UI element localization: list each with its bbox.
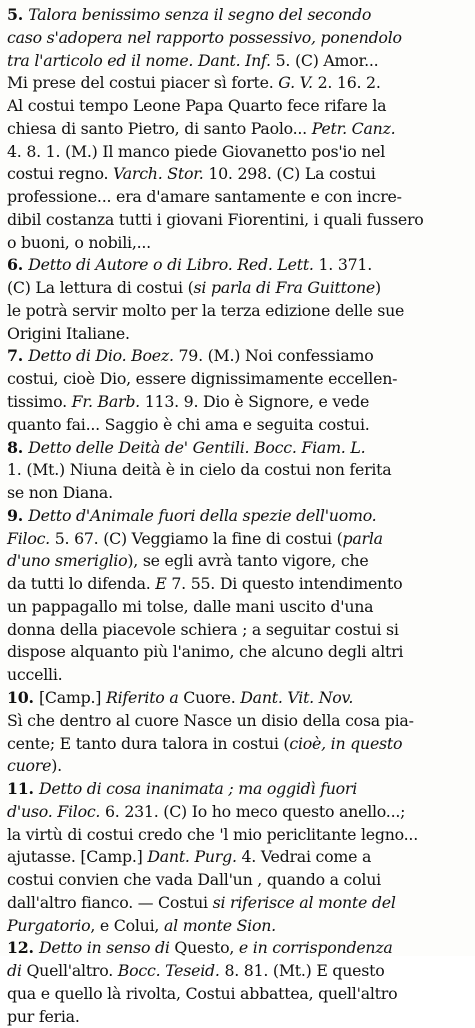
text-line	[7, 186, 467, 209]
text-segment: Origini Italiane.	[7, 323, 130, 343]
text-line	[7, 755, 467, 778]
italic-text: Detto di cosa inanimata ; ma oggidì fuori	[38, 779, 357, 799]
text-segment: dall'altro fianco. — Costui	[7, 892, 213, 912]
italic-text: parla	[342, 528, 383, 548]
text-segment: o buoni, o nobili,...	[7, 232, 151, 252]
text-line	[7, 710, 467, 733]
text-line	[7, 300, 467, 323]
text-line	[7, 232, 467, 255]
sense-number: 5.	[7, 5, 29, 24]
text-line	[7, 27, 467, 50]
text-line	[7, 664, 467, 687]
text-line	[7, 983, 467, 1006]
text-line	[7, 209, 467, 232]
text-line	[7, 437, 467, 460]
text-segment: chiesa di santo Pietro, di santo Paolo...	[7, 118, 312, 138]
text-line	[7, 801, 467, 824]
text-segment: uccelli.	[7, 665, 63, 685]
italic-text: tra l'articolo ed il nome. Dant. Inf.	[7, 50, 271, 70]
text-segment: da tutti lo difenda.	[7, 574, 156, 594]
italic-text: Filoc.	[7, 528, 50, 548]
text-segment: dispose alquanto più l'animo, che alcuno degli altri	[7, 642, 404, 662]
text-segment: ).	[51, 756, 62, 776]
italic-text: Fr. Barb.	[71, 392, 140, 412]
text-segment: 8. 81. (Mt.) E questo	[219, 961, 385, 981]
italic-text: Detto in senso di	[38, 938, 170, 958]
italic-text: Varch. Stor.	[113, 164, 204, 184]
text-line	[7, 163, 467, 186]
italic-text: Detto delle Deità de' Gentili. Bocc. Fiam. L.	[28, 437, 366, 457]
italic-text: al monte Sion.	[163, 915, 276, 935]
text-segment: 1. 371.	[313, 255, 372, 275]
text-segment: 1. (Mt.) Niuna deità è in cielo da costui non ferita	[7, 460, 392, 480]
text-segment: ajutasse. [Camp.]	[7, 847, 148, 867]
italic-text: G. V.	[278, 73, 313, 93]
text-line	[7, 1006, 467, 1028]
italic-text: Dant. Purg.	[147, 847, 237, 867]
text-line	[7, 345, 467, 368]
text-line	[7, 414, 467, 437]
text-line	[7, 505, 467, 528]
text-column	[7, 4, 467, 1028]
text-line	[7, 72, 467, 95]
italic-text: d'uno smeriglio	[7, 551, 128, 571]
text-segment: le potrà servir molto per la terza edizione delle sue	[7, 300, 405, 320]
text-line	[7, 254, 467, 277]
text-line	[7, 846, 467, 869]
text-segment: (C) La lettura di costui (	[7, 278, 194, 298]
text-segment: professione... era d'amare santamente e con incre-	[7, 187, 402, 207]
text-segment: [Camp.]	[38, 687, 106, 707]
text-line	[7, 95, 467, 118]
text-segment: costui convien che vada Dall'un , quando a colui	[7, 870, 381, 890]
text-segment: Questo,	[169, 938, 239, 958]
text-segment: 2. 16. 2.	[312, 73, 381, 93]
text-line	[7, 528, 467, 551]
text-segment: 79. (M.) Noi confessiamo	[173, 346, 374, 366]
text-segment: Cuore.	[178, 687, 241, 707]
text-line	[7, 141, 467, 164]
italic-text: d'uso. Filoc.	[7, 801, 101, 821]
text-segment: tissimo.	[7, 392, 72, 412]
text-line	[7, 619, 467, 642]
sense-number: 10.	[7, 687, 39, 707]
sense-number: 9.	[7, 505, 29, 525]
text-segment: dibil costanza tutti i giovani Fiorentini, i quali fussero	[7, 209, 424, 229]
italic-text: Riferito a	[105, 687, 179, 707]
text-line	[7, 869, 467, 892]
text-line	[7, 482, 467, 505]
italic-text: Bocc. Teseid.	[117, 961, 220, 981]
text-segment: )	[375, 278, 381, 298]
text-line	[7, 641, 467, 664]
text-line	[7, 960, 467, 983]
text-segment: pur feria.	[7, 1006, 80, 1026]
italic-text: caso s'adopera nel rapporto possessivo, ponendolo	[7, 27, 402, 47]
text-line	[7, 778, 467, 801]
italic-text: Detto d'Animale fuori della spezie dell'uomo.	[28, 505, 377, 525]
text-segment: ), se egli avrà tanto vigore, che	[127, 551, 369, 571]
text-segment: 6. 231. (C) Io ho meco questo anello...;	[100, 801, 406, 821]
italic-text: Petr. Canz.	[311, 118, 396, 138]
text-segment: la virtù di costui credo che 'l mio periclitante legno...	[7, 824, 418, 844]
text-segment: qua e quello là rivolta, Costui abbattea, quell'altro	[7, 983, 398, 1003]
text-segment: 5. (C) Amor...	[270, 50, 379, 70]
text-segment: 5. 67. (C) Veggiamo la fine di costui (	[49, 528, 343, 548]
text-segment: se non Diana.	[7, 483, 113, 503]
text-segment: un pappagallo mi tolse, dalle mani uscito d'una	[7, 596, 374, 616]
italic-text: Talora benissimo senza il segno del secondo	[28, 5, 372, 24]
text-line	[7, 573, 467, 596]
text-segment: Al costui tempo Leone Papa Quarto fece rifare la	[7, 96, 387, 116]
text-line	[7, 824, 467, 847]
text-line	[7, 323, 467, 346]
italic-text: Dant. Vit. Nov.	[240, 687, 354, 707]
text-line	[7, 687, 467, 710]
text-line	[7, 937, 467, 960]
text-line	[7, 368, 467, 391]
text-line	[7, 459, 467, 482]
text-line	[7, 391, 467, 414]
sense-number: 7.	[7, 346, 29, 366]
sense-number: 11.	[7, 779, 39, 799]
text-segment: 7. 55. Di questo intendimento	[166, 574, 403, 594]
text-segment: Quell'altro.	[21, 961, 118, 981]
text-segment: costui, cioè Dio, essere dignissimamente eccellen-	[7, 369, 398, 389]
text-segment: Sì che dentro al cuore Nasce un disio della cosa pia-	[7, 710, 414, 730]
text-segment: 4. 8. 1. (M.) Il manco piede Giovanetto pos'io nel	[7, 141, 386, 161]
sense-number: 6.	[7, 255, 29, 275]
text-line	[7, 915, 467, 938]
text-segment: quanto fai... Saggio è chi ama e seguita costui.	[7, 414, 370, 434]
text-segment: donna della piacevole schiera ; a seguitar costui si	[7, 619, 399, 639]
text-line	[7, 892, 467, 915]
italic-text: E	[155, 574, 167, 594]
text-segment: cente; E tanto dura talora in costui (	[7, 733, 290, 753]
text-line	[7, 4, 467, 27]
text-segment: 113. 9. Dio è Signore, e vede	[139, 392, 370, 412]
italic-text: cioè, in questo	[289, 733, 403, 753]
italic-text: si riferisce al monte del	[212, 892, 396, 912]
text-line	[7, 118, 467, 141]
text-line	[7, 733, 467, 756]
italic-text: e in corrispondenza	[238, 938, 393, 958]
sense-number: 8.	[7, 437, 29, 457]
text-segment: costui regno.	[7, 164, 114, 184]
italic-text: cuore	[7, 756, 52, 776]
italic-text: si parla di Fra Guittone	[193, 278, 376, 298]
text-line	[7, 50, 467, 73]
text-line	[7, 550, 467, 573]
text-segment: , e Colui,	[90, 915, 164, 935]
text-line	[7, 277, 467, 300]
text-line	[7, 596, 467, 619]
text-segment: Mi prese del costui piacer sì forte.	[7, 73, 279, 93]
italic-text: Purgatorio	[7, 915, 91, 935]
italic-text: Detto di Autore o di Libro. Red. Lett.	[28, 255, 314, 275]
sense-number: 12.	[7, 938, 39, 958]
italic-text: Detto di Dio. Boez.	[28, 346, 174, 366]
text-segment: 10. 298. (C) La costui	[203, 164, 376, 184]
text-segment: 4. Vedrai come a	[236, 847, 372, 867]
italic-text: di	[7, 961, 22, 981]
